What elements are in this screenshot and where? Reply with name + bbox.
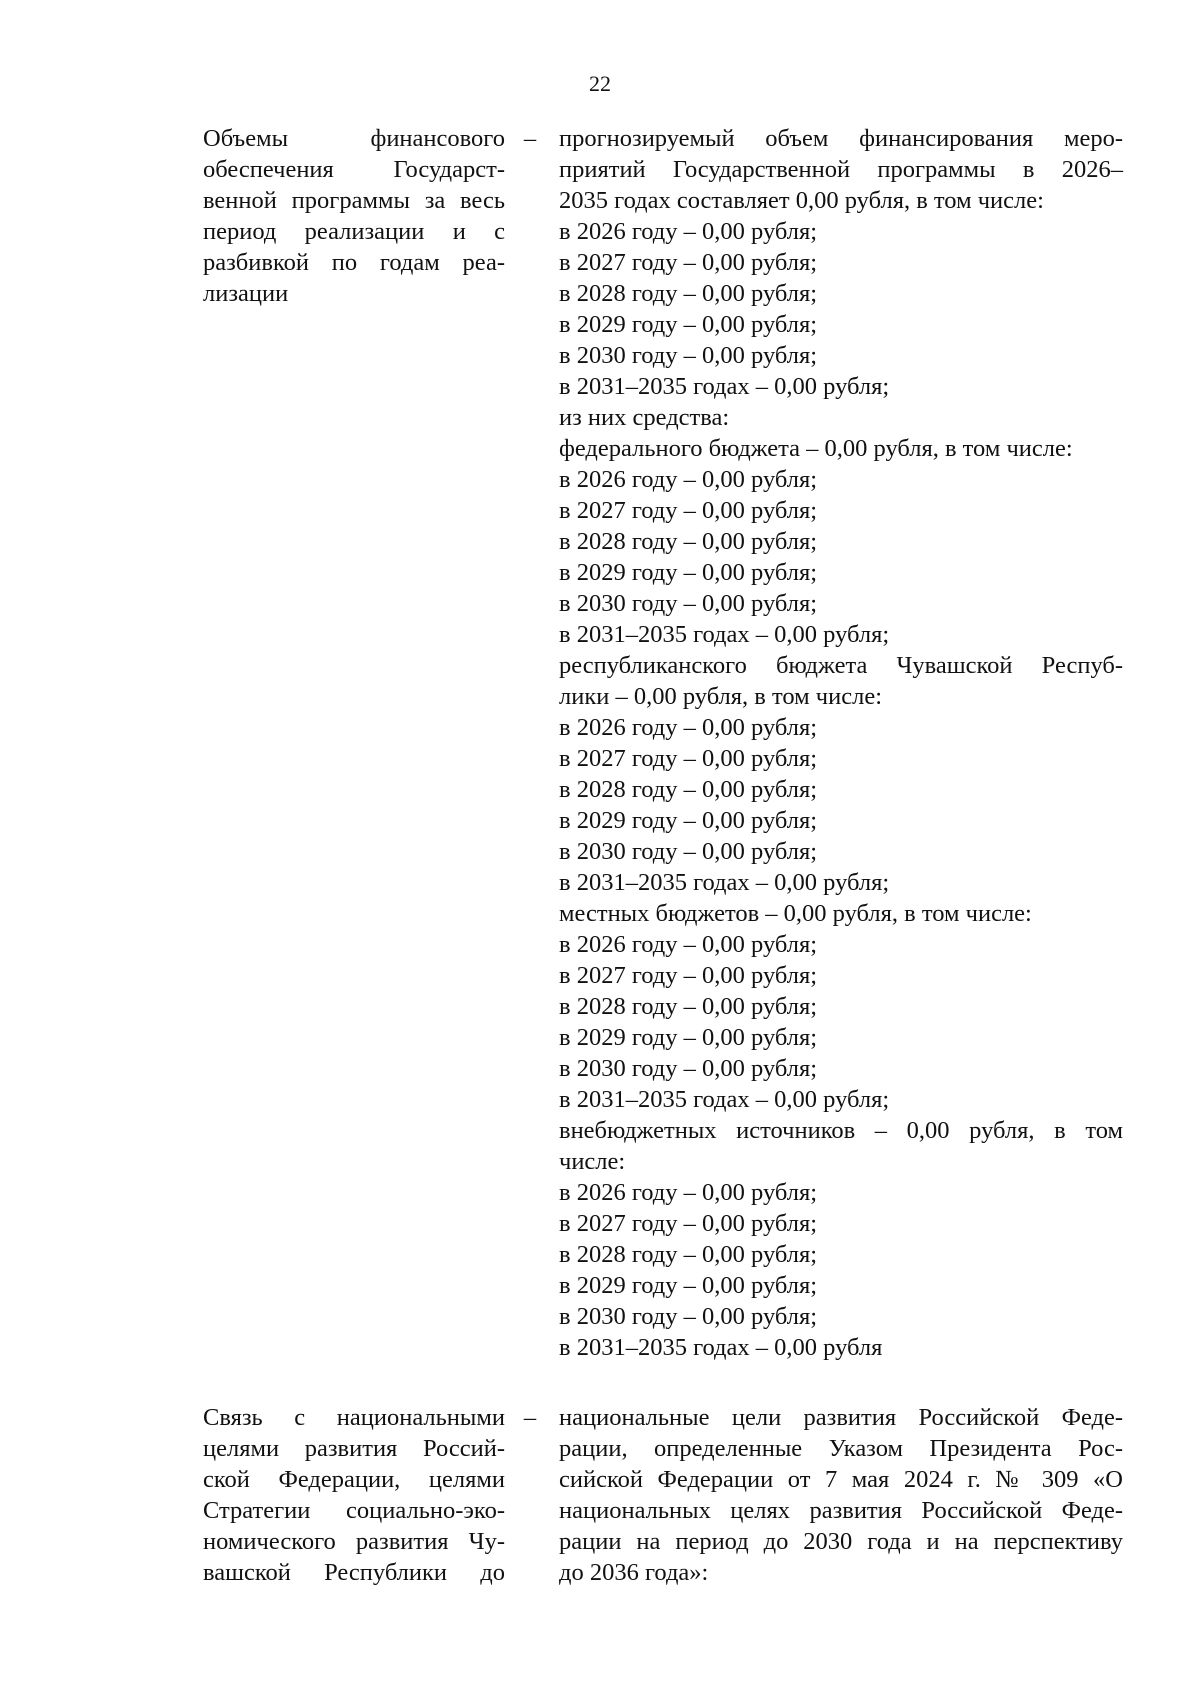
value-line: числе: (559, 1148, 626, 1175)
value-line: рации, определенные Указом Президента Рос- (559, 1435, 1123, 1462)
value-line: в 2029 году – 0,00 рубля; (559, 807, 818, 834)
label-line: обеспечения Государст- (203, 156, 505, 183)
value-line: в 2030 году – 0,00 рубля; (559, 590, 818, 617)
value-line: в 2028 году – 0,00 рубля; (559, 1241, 818, 1268)
value-line: приятий Государственной программы в 2026– (559, 156, 1123, 183)
value-line: в 2029 году – 0,00 рубля; (559, 559, 818, 586)
row-dash: – (523, 1404, 537, 1431)
value-line: в 2028 году – 0,00 рубля; (559, 993, 818, 1020)
value-line: рации на период до 2030 года и на перспективу (559, 1528, 1123, 1555)
financing-label (203, 123, 505, 309)
value-line: национальные цели развития Российской Феде- (559, 1404, 1123, 1431)
label-line: лизации (203, 280, 289, 307)
value-line: федерального бюджета – 0,00 рубля, в том числе: (559, 435, 1073, 462)
value-line: в 2027 году – 0,00 рубля; (559, 1210, 818, 1237)
value-line: в 2027 году – 0,00 рубля; (559, 745, 818, 772)
label-line: целями развития Россий- (203, 1435, 505, 1462)
value-line: в 2026 году – 0,00 рубля; (559, 714, 818, 741)
value-line: внебюджетных источников – 0,00 рубля, в том (559, 1117, 1123, 1144)
financing-value (559, 123, 1123, 1363)
label-line: разбивкой по годам реа- (203, 249, 505, 276)
value-line: местных бюджетов – 0,00 рубля, в том числе: (559, 900, 1032, 927)
label-line: венной программы за весь (203, 187, 505, 214)
value-line: республиканского бюджета Чувашской Респуб- (559, 652, 1123, 679)
value-line: в 2031–2035 годах – 0,00 рубля; (559, 1086, 890, 1113)
value-line: в 2031–2035 годах – 0,00 рубля (559, 1334, 883, 1361)
value-line: сийской Федерации от 7 мая 2024 г. № 309 «О (559, 1466, 1123, 1493)
value-line: в 2027 году – 0,00 рубля; (559, 249, 818, 276)
label-line: Объемы финансового (203, 125, 505, 152)
value-line: в 2026 году – 0,00 рубля; (559, 931, 818, 958)
value-line: лики – 0,00 рубля, в том числе: (559, 683, 883, 710)
label-line: Связь с национальными (203, 1404, 505, 1431)
value-line: в 2027 году – 0,00 рубля; (559, 962, 818, 989)
label-line: период реализации и с (203, 218, 505, 245)
value-line: в 2031–2035 годах – 0,00 рубля; (559, 621, 890, 648)
goals-value (559, 1402, 1123, 1588)
value-line: в 2030 году – 0,00 рубля; (559, 1303, 818, 1330)
value-line: в 2028 году – 0,00 рубля; (559, 776, 818, 803)
value-line: из них средства: (559, 404, 730, 431)
value-line: в 2030 году – 0,00 рубля; (559, 342, 818, 369)
value-line: в 2026 году – 0,00 рубля; (559, 1179, 818, 1206)
label-line: вашской Республики до (203, 1559, 505, 1586)
value-line: в 2029 году – 0,00 рубля; (559, 311, 818, 338)
value-line: в 2027 году – 0,00 рубля; (559, 497, 818, 524)
label-line: номического развития Чу- (203, 1528, 505, 1555)
value-line: в 2026 году – 0,00 рубля; (559, 466, 818, 493)
label-line: ской Федерации, целями (203, 1466, 505, 1493)
label-line: Стратегии социально-эко- (203, 1497, 505, 1524)
value-line: 2035 годах составляет 0,00 рубля, в том числе: (559, 187, 1044, 214)
value-line: в 2029 году – 0,00 рубля; (559, 1024, 818, 1051)
value-line: национальных целях развития Российской Феде- (559, 1497, 1123, 1524)
value-line: в 2028 году – 0,00 рубля; (559, 528, 818, 555)
page-number: 22 (589, 71, 611, 96)
value-line: в 2030 году – 0,00 рубля; (559, 1055, 818, 1082)
value-line: прогнозируемый объем финансирования меро- (559, 125, 1123, 152)
value-line: в 2029 году – 0,00 рубля; (559, 1272, 818, 1299)
value-line: в 2031–2035 годах – 0,00 рубля; (559, 373, 890, 400)
goals-label (203, 1402, 505, 1588)
value-line: в 2028 году – 0,00 рубля; (559, 280, 818, 307)
value-line: в 2026 году – 0,00 рубля; (559, 218, 818, 245)
value-line: в 2031–2035 годах – 0,00 рубля; (559, 869, 890, 896)
row-dash: – (523, 125, 537, 152)
value-line: в 2030 году – 0,00 рубля; (559, 838, 818, 865)
value-line: до 2036 года»: (559, 1559, 709, 1586)
